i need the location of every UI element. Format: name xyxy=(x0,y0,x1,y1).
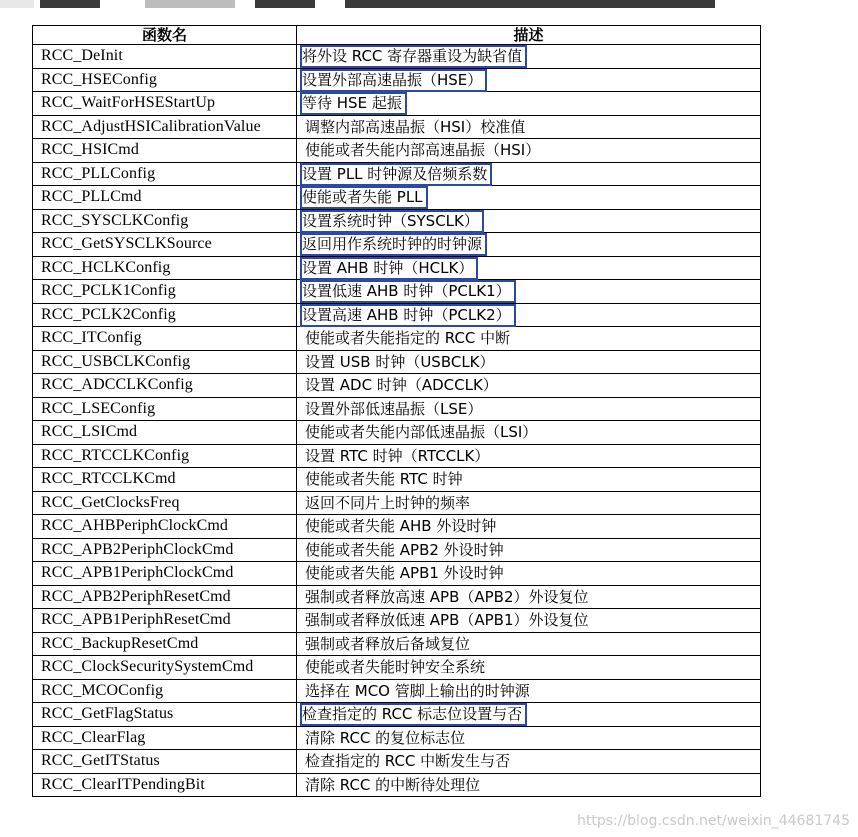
function-name-cell: RCC_LSEConfig xyxy=(33,397,297,421)
table-row xyxy=(33,256,761,280)
table-row xyxy=(33,45,761,69)
watermark-text: https://blog.csdn.net/weixin_44681745 xyxy=(576,813,850,829)
function-name-cell: RCC_WaitForHSEStartUp xyxy=(33,92,297,116)
description-text: 使能或者失能时钟安全系统 xyxy=(305,658,486,677)
rcc-function-table xyxy=(32,25,761,797)
description-cell xyxy=(297,609,761,633)
table-row xyxy=(33,491,761,515)
function-name-cell: RCC_ClearITPendingBit xyxy=(33,773,297,797)
description-text: 使能或者失能 APB2 外设时钟 xyxy=(305,540,504,559)
function-name-cell: RCC_PLLConfig xyxy=(33,162,297,186)
function-name-cell: RCC_HSEConfig xyxy=(33,68,297,92)
function-name-cell: RCC_ITConfig xyxy=(33,327,297,351)
table-row xyxy=(33,726,761,750)
table-row xyxy=(33,515,761,539)
description-cell xyxy=(297,45,761,69)
description-cell xyxy=(297,632,761,656)
description-text: 返回不同片上时钟的频率 xyxy=(305,493,471,512)
table-row xyxy=(33,444,761,468)
function-name-cell: RCC_APB2PeriphClockCmd xyxy=(33,538,297,562)
description-cell xyxy=(297,68,761,92)
description-cell xyxy=(297,421,761,445)
description-cell xyxy=(297,468,761,492)
table-row xyxy=(33,68,761,92)
function-name-cell: RCC_HSICmd xyxy=(33,139,297,163)
description-cell xyxy=(297,750,761,774)
table-row xyxy=(33,632,761,656)
function-name-cell: RCC_AHBPeriphClockCmd xyxy=(33,515,297,539)
function-name-cell: RCC_USBCLKConfig xyxy=(33,350,297,374)
description-text: 设置外部低速晶振（LSE） xyxy=(305,399,483,418)
function-name-cell: RCC_HCLKConfig xyxy=(33,256,297,280)
description-cell xyxy=(297,303,761,327)
highlighted-description: 设置 PLL 时钟源及倍频系数 xyxy=(302,165,490,184)
highlighted-description: 检查指定的 RCC 标志位设置与否 xyxy=(302,705,525,724)
table-row xyxy=(33,350,761,374)
function-name-cell: RCC_MCOConfig xyxy=(33,679,297,703)
function-name-cell: RCC_APB2PeriphResetCmd xyxy=(33,585,297,609)
description-cell xyxy=(297,444,761,468)
description-cell xyxy=(297,350,761,374)
description-text: 使能或者失能 AHB 外设时钟 xyxy=(305,517,497,536)
function-name-cell: RCC_PLLCmd xyxy=(33,186,297,210)
function-name-cell: RCC_PCLK2Config xyxy=(33,303,297,327)
function-name-cell: RCC_GetITStatus xyxy=(33,750,297,774)
table-row xyxy=(33,280,761,304)
description-cell xyxy=(297,679,761,703)
function-name-cell: RCC_GetClocksFreq xyxy=(33,491,297,515)
table-row xyxy=(33,562,761,586)
table-row xyxy=(33,374,761,398)
table-row xyxy=(33,773,761,797)
description-text: 使能或者失能内部低速晶振（LSI） xyxy=(305,423,538,442)
function-name-cell: RCC_APB1PeriphResetCmd xyxy=(33,609,297,633)
description-cell xyxy=(297,773,761,797)
table-header-row xyxy=(33,26,761,45)
description-cell xyxy=(297,656,761,680)
table-row xyxy=(33,139,761,163)
description-text: 使能或者失能内部高速晶振（HSI） xyxy=(305,141,541,160)
function-name-cell: RCC_SYSCLKConfig xyxy=(33,209,297,233)
description-text: 使能或者失能指定的 RCC 中断 xyxy=(305,329,511,348)
description-text: 检查指定的 RCC 中断发生与否 xyxy=(305,752,511,771)
function-name-cell: RCC_DeInit xyxy=(33,45,297,69)
function-name-cell: RCC_LSICmd xyxy=(33,421,297,445)
description-text: 使能或者失能 RTC 时钟 xyxy=(305,470,463,489)
function-name-cell: RCC_BackupResetCmd xyxy=(33,632,297,656)
highlighted-description: 等待 HSE 起振 xyxy=(302,94,405,113)
table-row xyxy=(33,679,761,703)
table-row xyxy=(33,538,761,562)
table-row xyxy=(33,209,761,233)
function-name-cell: RCC_ADCCLKConfig xyxy=(33,374,297,398)
description-text: 强制或者释放低速 APB（APB1）外设复位 xyxy=(305,611,589,630)
highlighted-description: 将外设 RCC 寄存器重设为缺省值 xyxy=(302,47,525,66)
function-name-cell: RCC_ClearFlag xyxy=(33,726,297,750)
function-name-cell: RCC_GetFlagStatus xyxy=(33,703,297,727)
description-cell xyxy=(297,374,761,398)
description-cell xyxy=(297,139,761,163)
function-name-cell: RCC_PCLK1Config xyxy=(33,280,297,304)
table-row xyxy=(33,609,761,633)
table-row xyxy=(33,397,761,421)
description-text: 清除 RCC 的中断待处理位 xyxy=(305,775,481,794)
description-cell xyxy=(297,115,761,139)
table-row xyxy=(33,750,761,774)
description-cell xyxy=(297,186,761,210)
description-text: 调整内部高速晶振（HSI）校准值 xyxy=(305,117,526,136)
description-cell xyxy=(297,538,761,562)
highlighted-description: 使能或者失能 PLL xyxy=(302,188,426,207)
description-cell xyxy=(297,515,761,539)
description-text: 设置 RTC 时钟（RTCCLK） xyxy=(305,446,490,465)
description-cell xyxy=(297,92,761,116)
description-text: 强制或者释放高速 APB（APB2）外设复位 xyxy=(305,587,589,606)
highlighted-description: 设置外部高速晶振（HSE） xyxy=(302,71,485,90)
description-cell xyxy=(297,585,761,609)
table-row xyxy=(33,703,761,727)
function-name-cell: RCC_GetSYSCLKSource xyxy=(33,233,297,257)
description-cell xyxy=(297,562,761,586)
description-cell xyxy=(297,397,761,421)
description-cell xyxy=(297,726,761,750)
table-row xyxy=(33,468,761,492)
description-cell xyxy=(297,327,761,351)
table-row xyxy=(33,327,761,351)
description-cell xyxy=(297,256,761,280)
function-name-cell: RCC_RTCCLKCmd xyxy=(33,468,297,492)
description-text: 设置 ADC 时钟（ADCCLK） xyxy=(305,376,498,395)
highlighted-description: 设置 AHB 时钟（HCLK） xyxy=(302,259,476,278)
description-cell xyxy=(297,280,761,304)
table-row xyxy=(33,92,761,116)
highlighted-description: 返回用作系统时钟的时钟源 xyxy=(302,235,485,254)
table-row xyxy=(33,115,761,139)
description-text: 清除 RCC 的复位标志位 xyxy=(305,728,466,747)
highlighted-description: 设置低速 AHB 时钟（PCLK1） xyxy=(302,282,514,301)
table-row xyxy=(33,233,761,257)
table-row xyxy=(33,656,761,680)
description-cell xyxy=(297,703,761,727)
description-cell xyxy=(297,162,761,186)
table-row xyxy=(33,585,761,609)
highlighted-description: 设置高速 AHB 时钟（PCLK2） xyxy=(302,306,514,325)
description-text: 使能或者失能 APB1 外设时钟 xyxy=(305,564,504,583)
description-text: 强制或者释放后备域复位 xyxy=(305,634,471,653)
function-name-cell: RCC_AdjustHSICalibrationValue xyxy=(33,115,297,139)
table-row xyxy=(33,162,761,186)
description-cell xyxy=(297,233,761,257)
description-text: 设置 USB 时钟（USBCLK） xyxy=(305,352,495,371)
description-cell xyxy=(297,491,761,515)
header-function-name: 函数名 xyxy=(33,26,297,45)
description-cell xyxy=(297,209,761,233)
highlighted-description: 设置系统时钟（SYSCLK） xyxy=(302,212,482,231)
header-description: 描述 xyxy=(297,26,761,45)
description-text: 选择在 MCO 管脚上输出的时钟源 xyxy=(305,681,530,700)
cropped-toolbar-strip xyxy=(0,0,858,8)
table-row xyxy=(33,303,761,327)
table-row xyxy=(33,186,761,210)
function-name-cell: RCC_ClockSecuritySystemCmd xyxy=(33,656,297,680)
table-row xyxy=(33,421,761,445)
function-name-cell: RCC_RTCCLKConfig xyxy=(33,444,297,468)
function-name-cell: RCC_APB1PeriphClockCmd xyxy=(33,562,297,586)
